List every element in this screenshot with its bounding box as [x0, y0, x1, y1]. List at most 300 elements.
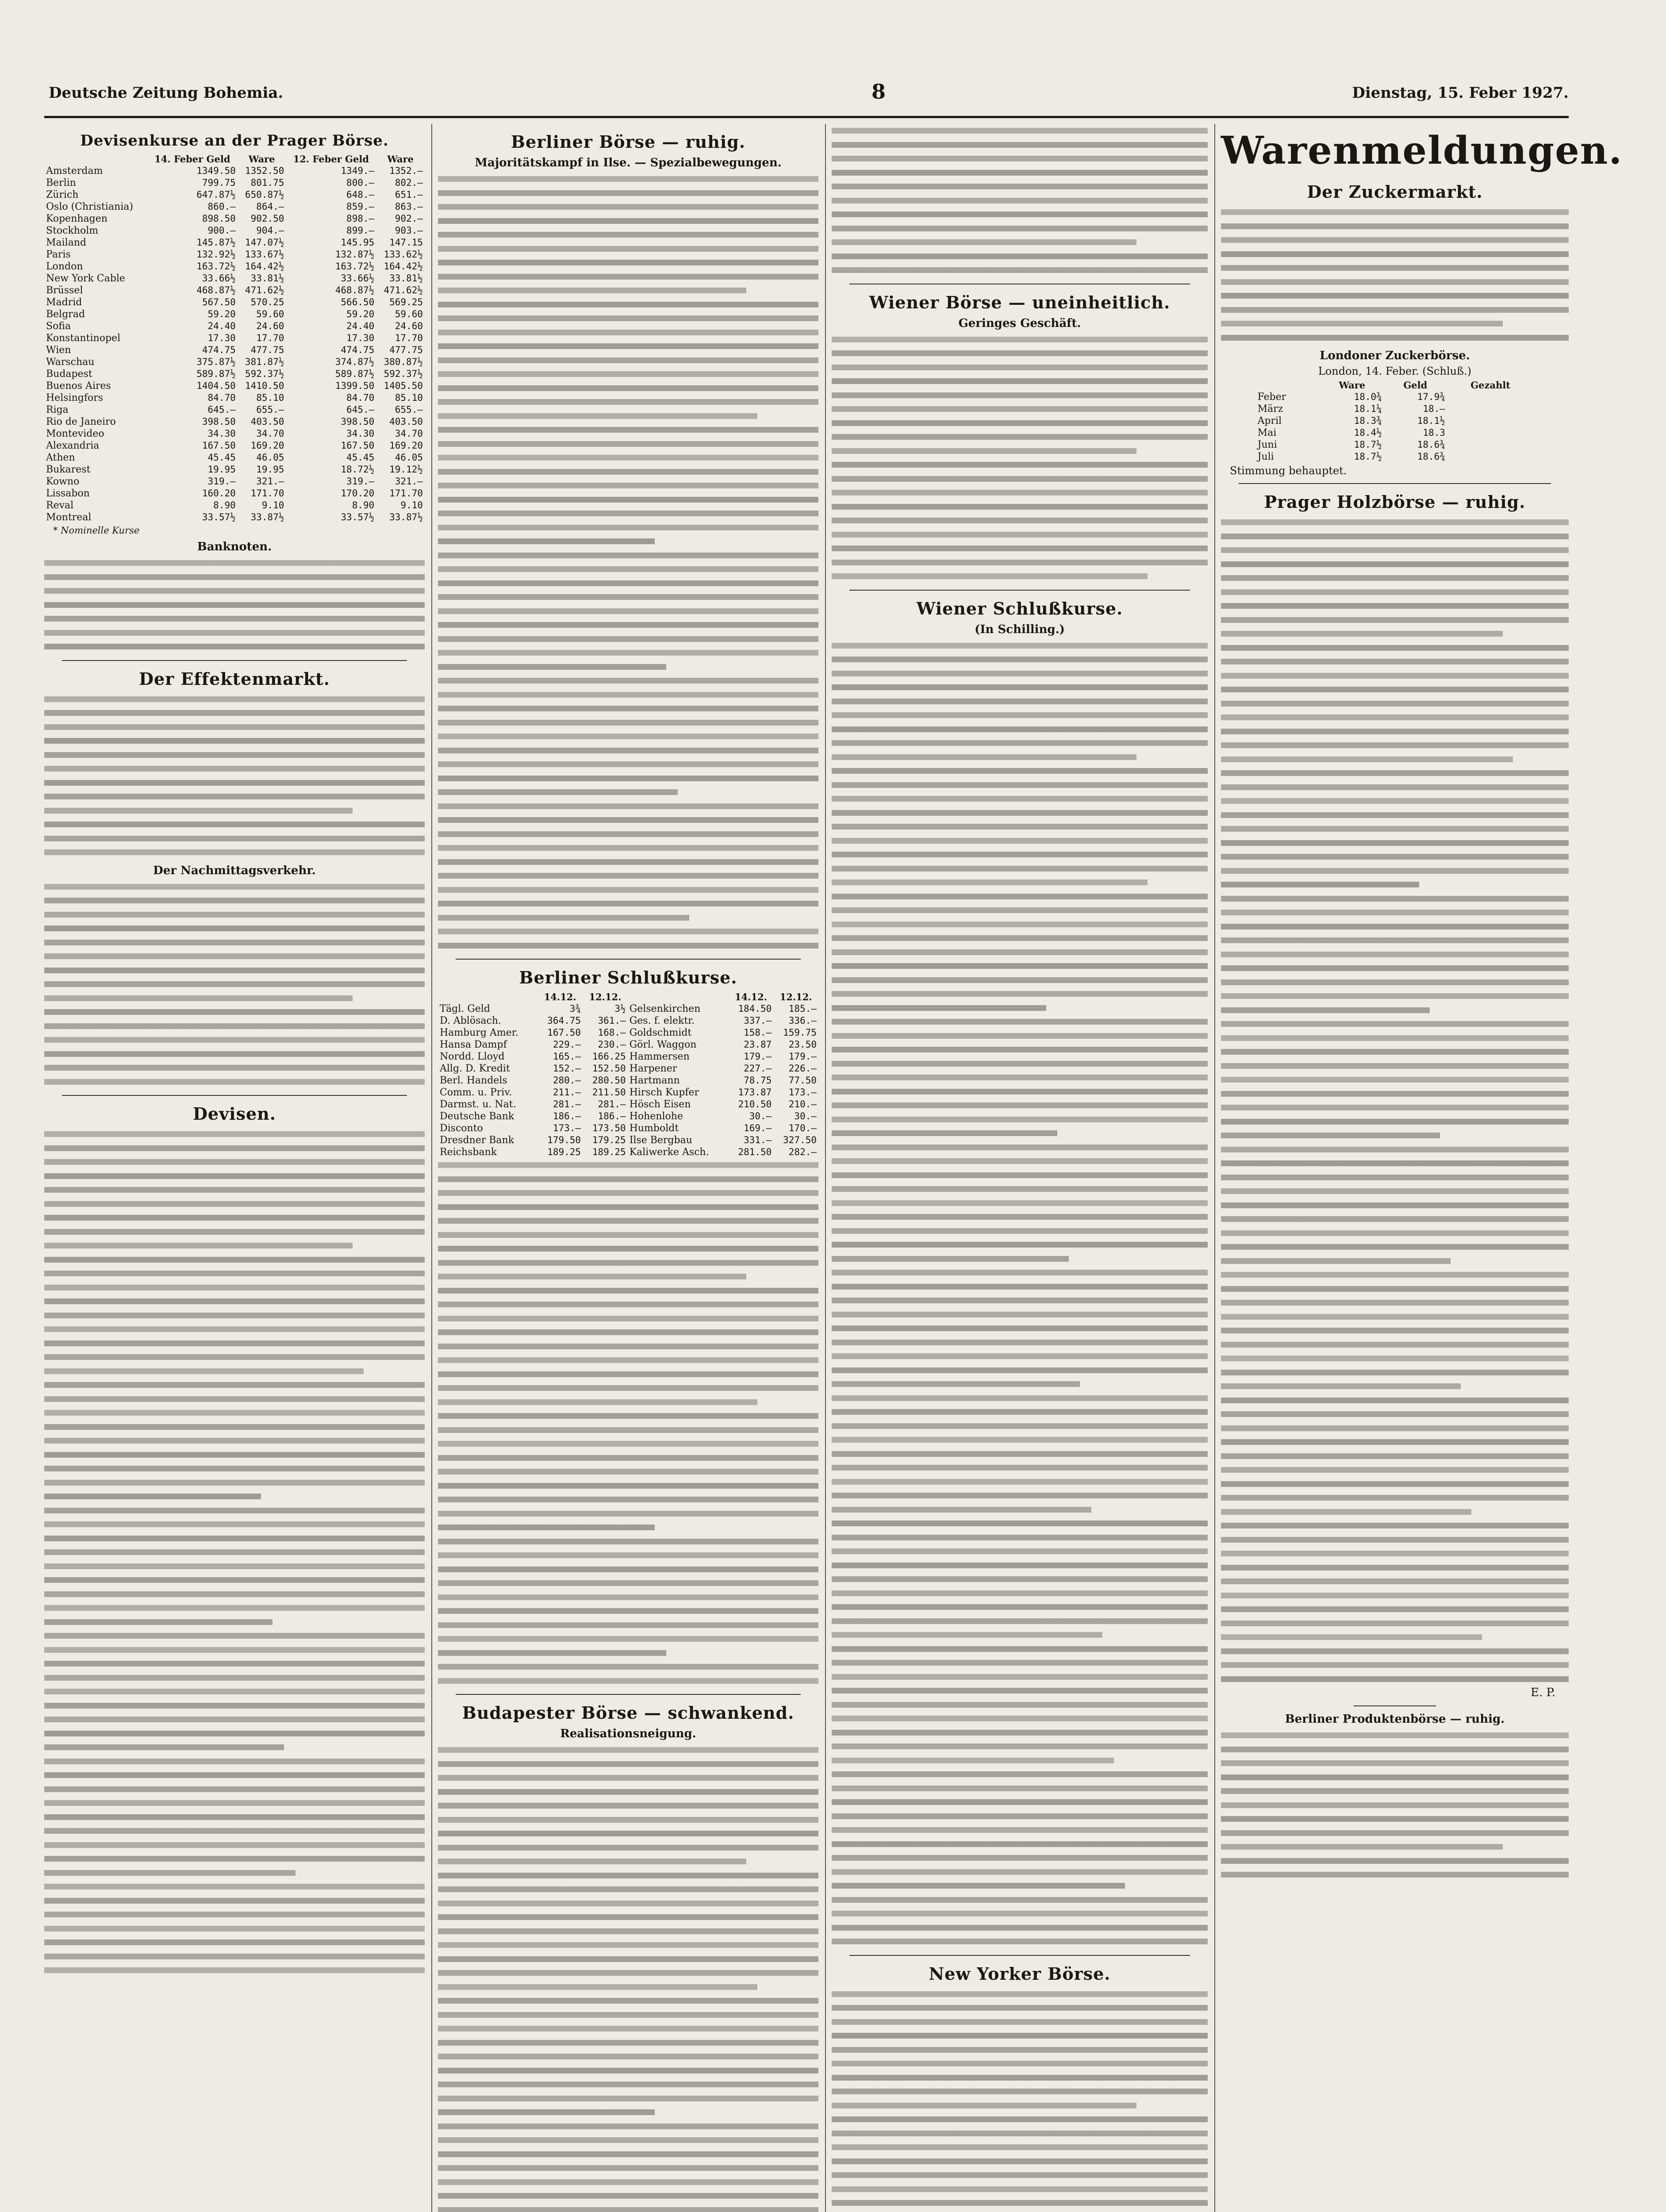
table-cell: Hartmann: [629, 1075, 680, 1086]
text-line: [44, 1322, 425, 1336]
text-line: [1221, 247, 1569, 261]
text-line: [438, 2189, 818, 2203]
text-line: [44, 720, 425, 734]
text-line: [832, 1071, 1208, 1085]
text-line: [1221, 1463, 1569, 1477]
table-cell: 900.—: [207, 225, 236, 236]
text-line: [1221, 1031, 1569, 1045]
text-line: [44, 964, 425, 978]
text-line: [438, 1242, 818, 1256]
text-line: [438, 186, 818, 200]
text-line: [832, 1363, 1208, 1378]
table-row: [44, 488, 425, 499]
text-line: [438, 1590, 818, 1605]
text-line: [438, 381, 818, 396]
text-line: [832, 138, 1208, 152]
table-cell: Disconto: [440, 1123, 483, 1134]
text-line: [832, 1224, 1208, 1238]
text-line: [1221, 1268, 1569, 1282]
text-line: [832, 2085, 1208, 2099]
text-line: [438, 1563, 818, 1577]
table-cell: 859.—: [346, 201, 375, 212]
table-cell: [1447, 439, 1534, 451]
header-rule: [44, 116, 1569, 118]
table-cell: 168.—: [598, 1027, 626, 1038]
text-line: [1221, 1840, 1503, 1854]
text-line: [832, 2140, 1208, 2154]
table-row: [44, 332, 425, 344]
text-line: [832, 1461, 1208, 1475]
table-cell: 381.87½: [245, 357, 284, 367]
text-line: [832, 124, 1208, 138]
text-line: [438, 270, 818, 284]
text-line: [438, 939, 818, 953]
text-line: [44, 1573, 425, 1587]
text-line: [44, 1768, 425, 1782]
text-line: [832, 2001, 1208, 2015]
text-line: [1221, 710, 1569, 725]
text-line: [832, 680, 1208, 695]
text-line: [832, 792, 1208, 806]
column-header: 14. Feber Geld: [154, 154, 230, 165]
table-cell: 468.87½: [196, 285, 236, 296]
text-line: [1221, 1115, 1569, 1129]
table-cell: 18.7½: [1354, 451, 1382, 462]
text-line: [44, 1127, 425, 1141]
text-line: [832, 416, 1208, 430]
text-line: [832, 1015, 1208, 1029]
text-line: [1221, 794, 1569, 808]
text-line: [438, 1924, 818, 1939]
table-cell: Mai: [1257, 427, 1277, 438]
text-line: [438, 1674, 818, 1688]
text-line: [438, 1994, 818, 2008]
zuckermarkt-heading: Der Zuckermarkt.: [1307, 182, 1483, 202]
text-line: [438, 1952, 818, 1966]
text-line: [438, 298, 818, 312]
text-line: [438, 618, 818, 632]
table-cell: 18.6¾: [1417, 439, 1445, 450]
text-line: [44, 1075, 425, 1089]
table-cell: 210.—: [788, 1099, 817, 1110]
table-row: [44, 344, 425, 356]
text-line: [1221, 317, 1503, 331]
column-1: [44, 124, 425, 2212]
table-cell: 592.37½: [245, 369, 284, 379]
table-cell: 801.75: [250, 177, 284, 188]
holzboerse-text: [1221, 515, 1569, 1686]
table-cell: Reichsbank: [440, 1147, 497, 1158]
table-cell: 159.75: [783, 1027, 817, 1038]
table-cell: 1352.—: [389, 165, 423, 176]
text-line: [832, 2099, 1136, 2113]
text-line: [832, 1294, 1208, 1308]
text-line: [44, 612, 425, 626]
text-line: [832, 1628, 1102, 1642]
text-line: [438, 1966, 818, 1980]
text-line: [438, 311, 818, 326]
section-rule: [456, 1694, 801, 1695]
berliner-subheading: Majoritätskampf in Ilse. — Spezialbewegungen.: [475, 156, 782, 169]
text-line: [438, 1855, 746, 1869]
table-cell: 802.—: [395, 177, 423, 188]
text-line: [1221, 275, 1569, 289]
table-cell: Kopenhagen: [46, 213, 107, 224]
table-row: [1256, 427, 1534, 439]
text-line: [1221, 1184, 1569, 1198]
column-divider: [825, 124, 826, 2212]
table-cell: März: [1257, 403, 1283, 415]
text-line: [1221, 920, 1569, 934]
column-header: 14.12.: [734, 991, 768, 1002]
zucker-rows: [1256, 391, 1534, 463]
text-line: [1221, 1672, 1569, 1686]
table-cell: 336.—: [788, 1015, 817, 1026]
text-line: [832, 1656, 1208, 1670]
text-line: [438, 423, 818, 437]
text-line: [438, 1479, 818, 1493]
text-line: [438, 1465, 818, 1479]
text-line: [44, 845, 425, 860]
text-line: [44, 1392, 425, 1406]
table-cell: 33.57½: [202, 512, 236, 522]
table-cell: Madrid: [46, 297, 82, 308]
text-line: [832, 695, 1208, 709]
text-line: [832, 1767, 1208, 1782]
text-line: [832, 1447, 1208, 1461]
table-cell: 45.45: [346, 452, 375, 463]
text-line: [1221, 933, 1569, 948]
column-header: [438, 991, 537, 1003]
table-cell: 18.—: [1423, 403, 1445, 414]
text-line: [832, 486, 1208, 500]
text-line: [44, 1838, 425, 1852]
text-line: [438, 2147, 818, 2162]
table-cell: 169.—: [744, 1123, 772, 1133]
text-line: [438, 326, 818, 340]
table-cell: 132.92½: [196, 249, 236, 260]
text-line: [44, 1225, 425, 1239]
text-line: [832, 1168, 1208, 1183]
text-line: [438, 2105, 655, 2120]
text-line: [1221, 1379, 1461, 1394]
text-line: [438, 813, 818, 827]
table-row: [44, 452, 425, 464]
text-line: [832, 1754, 1114, 1768]
text-line: [44, 936, 425, 950]
text-line: [438, 1395, 757, 1409]
text-line: [1221, 1212, 1569, 1226]
text-line: [832, 1405, 1208, 1419]
text-line: [1221, 836, 1569, 850]
text-line: [44, 1699, 425, 1713]
table-cell: 904.—: [256, 225, 284, 236]
table-cell: Hammersen: [629, 1051, 690, 1062]
table-cell: Budapest: [46, 369, 92, 380]
text-line: [438, 1172, 818, 1187]
text-line: [1221, 697, 1569, 711]
text-line: [438, 507, 818, 521]
text-line: [832, 444, 1136, 458]
text-line: [832, 361, 1208, 375]
table-cell: Athen: [46, 452, 75, 463]
text-line: [1221, 1101, 1569, 1115]
table-cell: 133.62½: [384, 249, 423, 260]
table-cell: 8.90: [213, 500, 236, 511]
text-line: [438, 632, 818, 646]
text-line: [1221, 1617, 1569, 1631]
table-cell: 59.20: [346, 309, 375, 319]
table-cell: Hirsch Kupfer: [629, 1087, 699, 1098]
text-line: [438, 1423, 818, 1437]
text-line: [832, 876, 1148, 890]
text-line: [832, 987, 1208, 1001]
text-line: [438, 214, 818, 228]
table-cell: 165.—: [553, 1051, 581, 1062]
text-line: [44, 640, 425, 654]
text-line: [1221, 1156, 1569, 1171]
text-line: [44, 1782, 425, 1797]
holzboerse-heading: Prager Holzbörse — ruhig.: [1264, 492, 1526, 512]
column-header: Ware: [1339, 380, 1366, 391]
produkten-heading: Berliner Produktenbörse — ruhig.: [1285, 1713, 1505, 1726]
table-cell: 78.75: [744, 1075, 772, 1086]
effektenmarkt-text: [44, 692, 425, 860]
text-line: [832, 820, 1208, 834]
table-cell: 173.87: [738, 1087, 772, 1098]
text-line: [438, 1200, 818, 1214]
text-line: [438, 1743, 818, 1757]
text-line: [1221, 1435, 1569, 1449]
text-line: [438, 827, 818, 841]
text-line: [44, 1448, 425, 1462]
text-line: [1221, 530, 1569, 544]
text-line: [438, 1869, 818, 1883]
table-cell: Kaliwerke Asch.: [629, 1147, 709, 1158]
text-line: [44, 832, 425, 846]
table-cell: London: [46, 261, 83, 272]
table-cell: Buenos Aires: [46, 380, 111, 392]
table-cell: 59.60: [395, 309, 423, 319]
text-line: [832, 778, 1208, 792]
text-line: [44, 598, 425, 612]
text-line: [1221, 219, 1569, 234]
table-cell: 18.7½: [1354, 439, 1382, 450]
table-cell: [1447, 415, 1534, 427]
text-line: [832, 1987, 1208, 2001]
text-line: [44, 1908, 425, 1922]
text-line: [832, 1698, 1208, 1712]
text-line: [832, 2127, 1208, 2141]
table-cell: Alexandria: [46, 440, 100, 451]
table-cell: 229.—: [553, 1039, 581, 1050]
text-line: [1221, 557, 1569, 572]
table-cell: Bukarest: [46, 464, 91, 475]
text-line: [832, 1238, 1208, 1252]
text-line: [832, 263, 1208, 277]
text-line: [44, 1378, 425, 1392]
text-line: [44, 1061, 425, 1075]
text-line: [438, 256, 818, 270]
text-line: [1221, 233, 1569, 247]
text-line: [1221, 599, 1569, 613]
text-line: [1221, 1519, 1569, 1533]
text-line: [1221, 1533, 1569, 1547]
text-line: [438, 1312, 818, 1326]
text-line: [1221, 878, 1419, 892]
text-line: [832, 2015, 1208, 2029]
table-cell: 18.72½: [341, 464, 375, 475]
text-line: [438, 841, 818, 855]
text-line: [438, 2161, 818, 2175]
text-line: [832, 1935, 1208, 1949]
text-line: [44, 1141, 425, 1156]
wiener-schluss-table: [832, 639, 1208, 1949]
column-header: 12. Feber Geld: [293, 154, 369, 165]
text-line: [832, 1266, 1208, 1280]
text-line: [44, 776, 425, 790]
table-cell: Dresdner Bank: [440, 1135, 514, 1146]
text-line: [438, 883, 818, 897]
text-line: [832, 918, 1208, 932]
table-row: [438, 1075, 818, 1087]
text-line: [832, 1113, 1208, 1127]
wiener-heading: Wiener Börse — uneinheitlich.: [869, 292, 1171, 312]
text-line: [1221, 1366, 1569, 1380]
text-line: [44, 706, 425, 720]
newyork-heading: New Yorker Börse.: [929, 1963, 1111, 1984]
text-line: [438, 242, 818, 256]
text-line: [438, 1325, 818, 1340]
text-line: [438, 2008, 818, 2022]
table-cell: 23.50: [788, 1039, 817, 1050]
text-line: [438, 646, 818, 660]
column-header: Geld: [1403, 380, 1428, 391]
text-line: [832, 1837, 1208, 1851]
text-line: [44, 1406, 425, 1420]
text-line: [44, 1629, 425, 1643]
text-line: [832, 1614, 1208, 1628]
text-line: [832, 180, 1208, 194]
table-cell: 592.37½: [384, 369, 423, 379]
text-line: [44, 1033, 425, 1047]
table-cell: New York Cable: [46, 273, 125, 284]
text-line: [832, 1280, 1208, 1294]
text-line: [438, 2078, 818, 2092]
table-cell: 567.50: [202, 297, 236, 307]
text-line: [44, 1643, 425, 1657]
text-line: [832, 931, 1208, 945]
text-line: [832, 1851, 1208, 1865]
text-line: [832, 1085, 1208, 1099]
text-line: [438, 1646, 666, 1660]
text-line: [44, 922, 425, 936]
table-row: [44, 261, 425, 273]
table-cell: 189.25: [547, 1147, 581, 1157]
text-line: [438, 1910, 818, 1924]
text-line: [1221, 1045, 1569, 1059]
banknoten-heading: Banknoten.: [197, 540, 272, 553]
nachmittag-text: [44, 880, 425, 1089]
text-line: [1221, 738, 1569, 753]
text-line: [1221, 1003, 1430, 1018]
table-cell: 570.25: [250, 297, 284, 307]
table-cell: [1447, 451, 1534, 463]
table-row: [44, 320, 425, 332]
table-row: [1256, 403, 1534, 415]
table-cell: Berlin: [46, 177, 76, 188]
table-header-row: [44, 153, 425, 165]
text-line: [438, 1409, 818, 1423]
text-line: [1221, 1017, 1569, 1031]
table-cell: 18.4½: [1354, 427, 1382, 438]
text-line: [44, 1239, 353, 1253]
text-line: [832, 528, 1208, 542]
text-line: [1221, 1547, 1569, 1561]
text-line: [438, 1576, 818, 1590]
table-cell: 647.87½: [196, 189, 236, 200]
text-line: [438, 1353, 818, 1367]
table-cell: 9.10: [400, 500, 423, 511]
table-cell: 474.75: [202, 345, 236, 355]
text-line: [1221, 1394, 1569, 1408]
table-cell: 46.05: [256, 452, 284, 463]
text-line: [438, 674, 818, 688]
text-line: [832, 1252, 1069, 1266]
text-line: [1221, 892, 1569, 906]
text-line: [832, 1893, 1208, 1907]
text-line: [44, 1336, 425, 1351]
table-row: [44, 308, 425, 320]
text-line: [44, 1615, 273, 1629]
devisen-heading: Devisen.: [192, 1104, 276, 1124]
text-line: [438, 1521, 655, 1535]
text-line: [44, 1657, 425, 1671]
table-cell: 650.87½: [245, 189, 284, 200]
table-cell: 33.81½: [389, 273, 423, 284]
table-cell: Hösch Eisen: [629, 1099, 691, 1110]
text-line: [438, 521, 818, 535]
table-cell: 84.70: [346, 392, 375, 403]
table-cell: 24.60: [395, 321, 423, 331]
text-line: [1221, 1254, 1451, 1268]
section-rule: [849, 590, 1190, 591]
table-cell: 147.07½: [245, 237, 284, 248]
text-line: [44, 570, 425, 584]
text-line: [832, 2057, 1208, 2071]
text-line: [832, 1126, 1057, 1141]
text-line: [1221, 1296, 1569, 1310]
table-cell: Görl. Waggon: [629, 1039, 697, 1050]
text-line: [438, 911, 689, 925]
text-line: [438, 1618, 818, 1632]
table-cell: 282.—: [788, 1147, 817, 1157]
text-line: [1221, 1728, 1569, 1743]
table-row: [44, 380, 425, 392]
text-line: [832, 1559, 1208, 1573]
table-cell: 903.—: [395, 225, 423, 236]
table-cell: 85.10: [256, 392, 284, 403]
table-cell: 1410.50: [245, 380, 284, 391]
text-line: [44, 1267, 425, 1281]
text-line: [44, 626, 425, 640]
table-cell: 863.—: [395, 201, 423, 212]
text-line: [44, 1740, 284, 1755]
budapester-text: [438, 1743, 818, 2212]
text-line: [1221, 1171, 1569, 1185]
text-line: [1221, 289, 1569, 303]
table-row: [438, 1134, 818, 1146]
